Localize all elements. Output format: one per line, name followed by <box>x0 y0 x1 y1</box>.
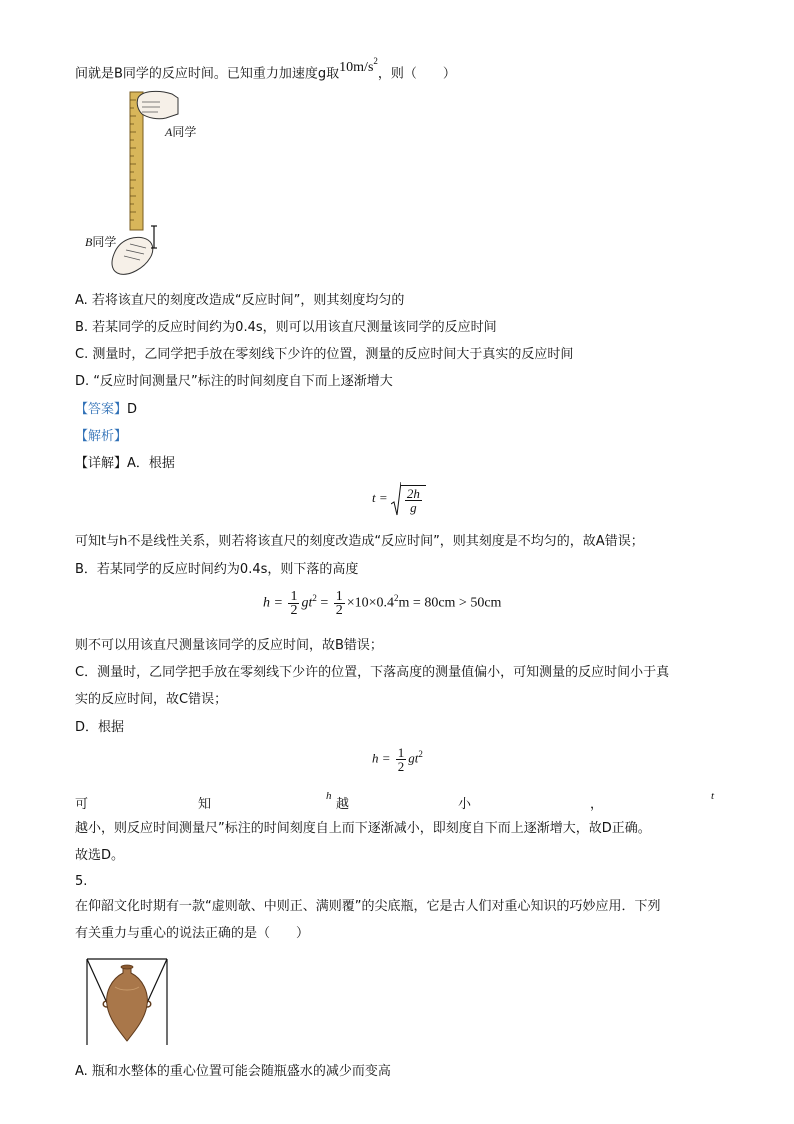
spread-word-1: 可 <box>75 797 89 812</box>
question-5-number: 5. <box>75 874 88 889</box>
detail-intro: 【详解】A．根据 <box>75 456 175 471</box>
answer-label: 【答案】 <box>75 402 128 417</box>
formula3-den: 2 <box>397 759 405 774</box>
detail-line-c2: 实的反应时间，故C错误； <box>75 692 228 707</box>
spread-word-3: h <box>326 790 332 802</box>
option-a: A. 若将该直尺的刻度改造成“反应时间”，则其刻度均匀的 <box>75 293 405 308</box>
spread-word-4: 越 <box>336 797 350 812</box>
detail-line-c1: C．测量时，乙同学把手放在零刻线下少许的位置，下落高度的测量值偏小，可知测量的反应时间小于真 <box>75 665 670 680</box>
formula2-sup2: 2 <box>394 593 399 604</box>
question-5-stem-2: 有关重力与重心的说法正确的是（ ） <box>75 926 310 941</box>
analysis-label: 【解析】 <box>75 429 128 444</box>
spread-word-7: t <box>711 790 715 802</box>
formula2-tail: m = 80cm > 50cm <box>398 595 502 611</box>
upper-hand-icon <box>137 91 178 118</box>
formula-height-time <box>372 746 423 773</box>
detail-line-d2: 越小，则反应时间测量尺”标注的时间刻度自上而下逐渐减小，即刻度自下而上逐渐增大，故D正确。 <box>75 821 651 836</box>
ruler-experiment-figure <box>80 88 220 288</box>
lead-text: 间就是B同学的反应时间。已知重力加速度g取 <box>75 66 340 82</box>
option-d: D. “反应时间测量尺”标注的时间刻度自下而上逐渐增大 <box>75 374 393 389</box>
formula2-num2: 1 <box>335 589 343 604</box>
detail-line-b: B．若某同学的反应时间约为0.4s，则下落的高度 <box>75 562 359 577</box>
vase-icon <box>103 965 151 1041</box>
label-student-b <box>85 233 116 250</box>
question-5-stem-1: 在仰韶文化时期有一款“虚则欹、中则正、满则覆”的尖底瓶，它是古人们对重心知识的巧妙应用．下列 <box>75 899 661 914</box>
gravity-quantity: 10m/s <box>339 60 374 76</box>
detail-line-b2: 则不可以用该直尺测量该同学的反应时间，故B错误； <box>75 638 383 653</box>
formula2-eq2: = <box>316 595 332 611</box>
pointed-bottom-vase-figure <box>85 957 169 1047</box>
formula2-term1: gt <box>301 595 313 611</box>
formula-fall-height <box>263 590 501 617</box>
formula2-den1: 2 <box>290 603 298 618</box>
sqrt-symbol <box>391 482 426 516</box>
formula3-num: 1 <box>397 745 405 760</box>
gravity-exponent: 2 <box>373 56 378 66</box>
lower-hand-icon <box>112 237 153 274</box>
option-c: C. 测量时，乙同学把手放在零刻线下少许的位置，测量的反应时间大于真实的反应时间 <box>75 347 574 362</box>
spread-word-5: 小 <box>458 797 472 812</box>
question-5-option-a: A. 瓶和水整体的重心位置可能会随瓶盛水的减少而变高 <box>75 1064 391 1079</box>
spread-word-2: 知 <box>198 797 212 812</box>
formula2-sup1: 2 <box>312 593 317 604</box>
label-student-a <box>165 123 196 140</box>
formula-reaction-time <box>372 482 426 516</box>
label-a-letter: A <box>165 125 173 139</box>
formula1-num: 2h <box>406 485 420 501</box>
formula3-sup: 2 <box>418 749 423 760</box>
formula3-term: gt <box>408 750 419 766</box>
lead-tail: ，则（ ） <box>377 66 456 82</box>
detail-line-d: D．根据 <box>75 720 125 735</box>
detail-line-a: 可知t与h不是线性关系，则若将该直尺的刻度改造成“反应时间”，则其刻度是不均匀的，故A错误； <box>75 534 644 549</box>
formula2-lhs: h = <box>263 595 283 611</box>
formula2-num1: 1 <box>290 589 298 604</box>
label-b-suffix: 同学 <box>92 235 117 249</box>
formula2-term2: ×10×0.4 <box>346 595 395 611</box>
label-b-letter: B <box>85 235 93 249</box>
question-lead-line <box>75 56 456 83</box>
formula2-den2: 2 <box>335 603 343 618</box>
option-b: B. 若某同学的反应时间约为0.4s，则可以用该直尺测量该同学的反应时间 <box>75 320 497 335</box>
label-a-suffix: 同学 <box>172 125 197 139</box>
formula1-lhs: t = <box>372 489 388 505</box>
formula3-lhs: h = <box>372 750 391 766</box>
formula1-den: g <box>410 499 417 515</box>
answer-line <box>75 401 137 419</box>
detail-conclusion: 故选D。 <box>75 848 125 863</box>
spread-word-6: ， <box>590 797 604 812</box>
answer-value: D <box>127 402 138 417</box>
